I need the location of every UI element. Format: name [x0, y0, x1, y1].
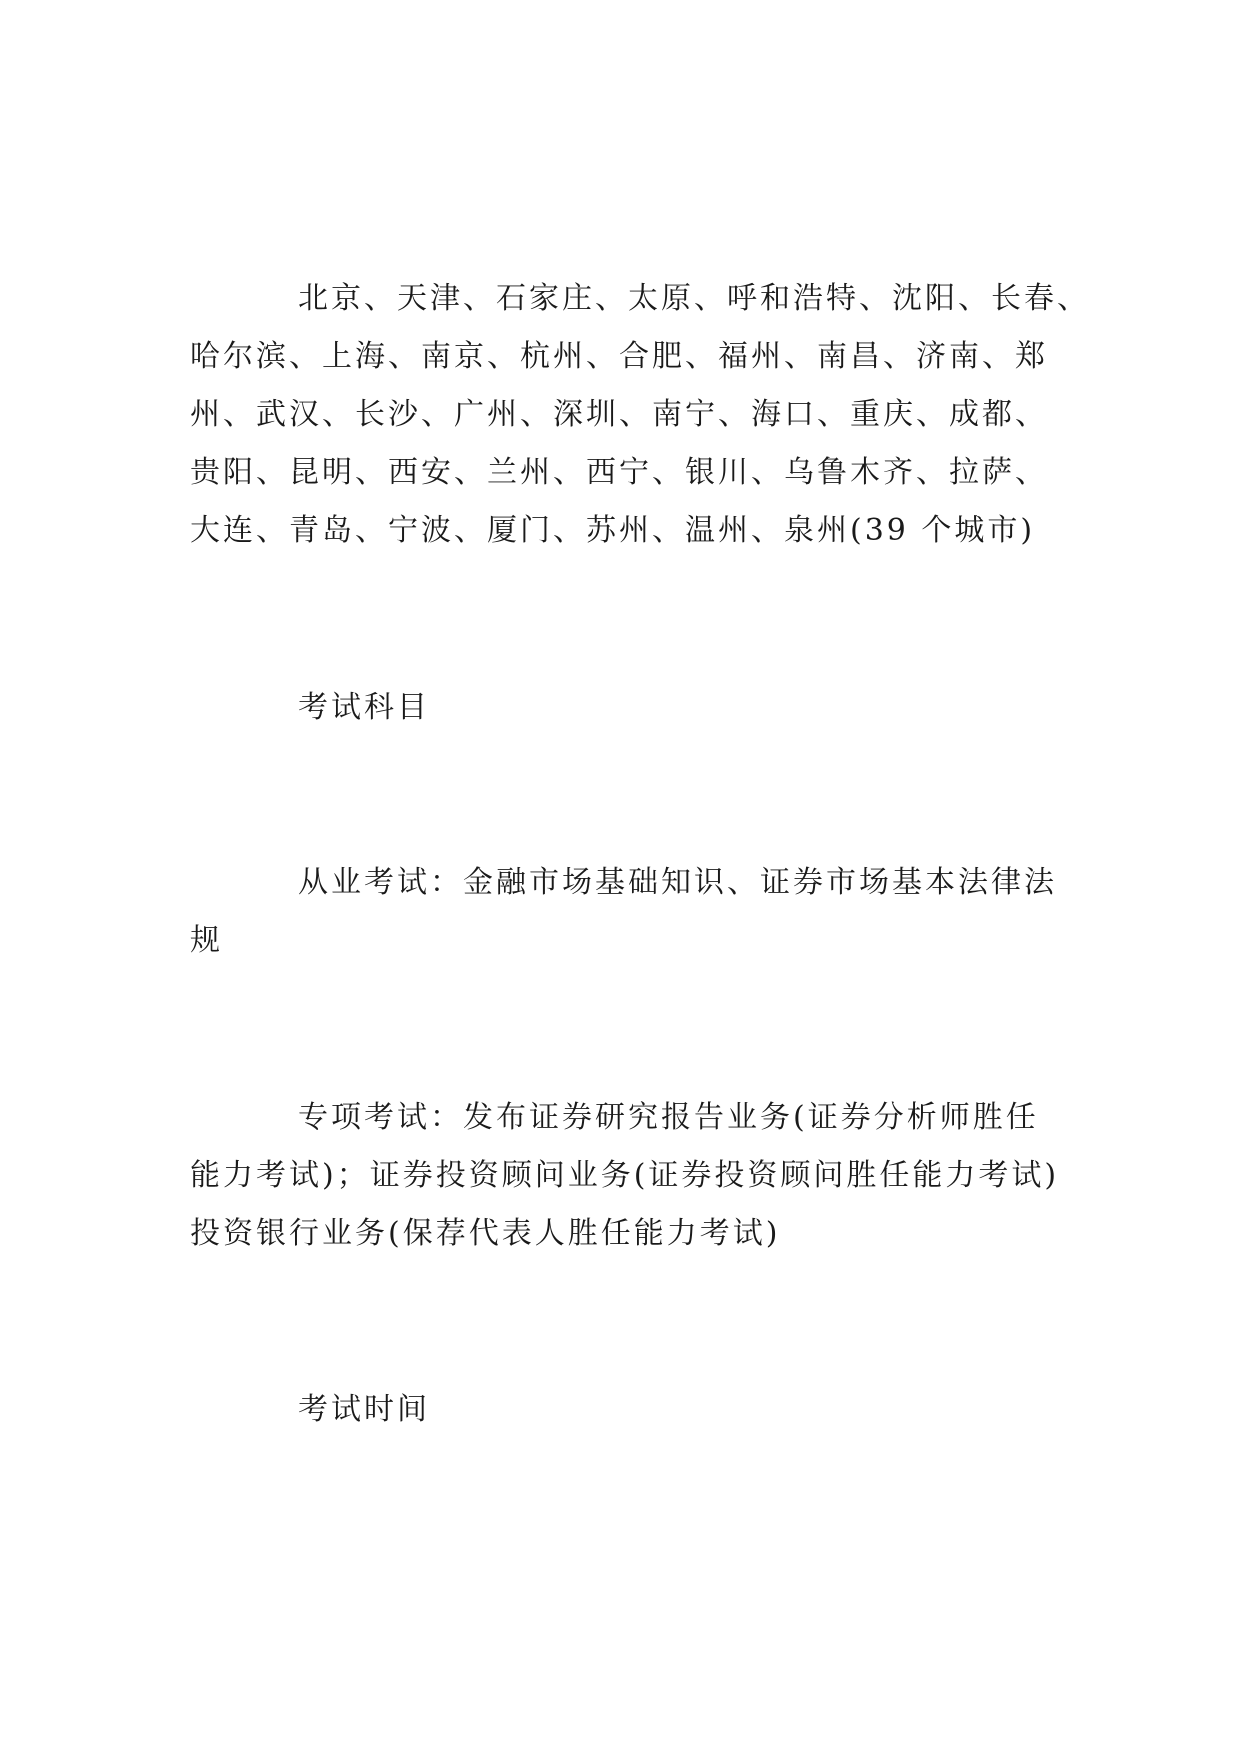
cities-line-4: 贵阳、昆明、西安、兰州、西宁、银川、乌鲁木齐、拉萨、: [190, 455, 1048, 490]
cities-line-1: 北京、天津、石家庄、太原、呼和浩特、沈阳、长春、: [298, 281, 1090, 316]
special-exam-line-3: 投资银行业务(保荐代表人胜任能力考试): [190, 1216, 781, 1251]
cities-line-5: 大连、青岛、宁波、厦门、苏州、温州、泉州(39 个城市): [190, 513, 1036, 548]
subjects-heading: 考试科目: [298, 690, 430, 725]
special-exam-line-1: 专项考试：发布证券研究报告业务(证券分析师胜任: [298, 1100, 1039, 1135]
cities-line-3: 州、武汉、长沙、广州、深圳、南宁、海口、重庆、成都、: [190, 397, 1048, 432]
special-exam-line-2: 能力考试)；证券投资顾问业务(证券投资顾问胜任能力考试): [190, 1158, 1060, 1193]
cities-line-2: 哈尔滨、上海、南京、杭州、合肥、福州、南昌、济南、郑: [190, 339, 1048, 374]
practice-exam-line-2: 规: [190, 923, 223, 958]
practice-exam-line-1: 从业考试：金融市场基础知识、证券市场基本法律法: [298, 865, 1057, 900]
time-heading: 考试时间: [298, 1392, 430, 1427]
